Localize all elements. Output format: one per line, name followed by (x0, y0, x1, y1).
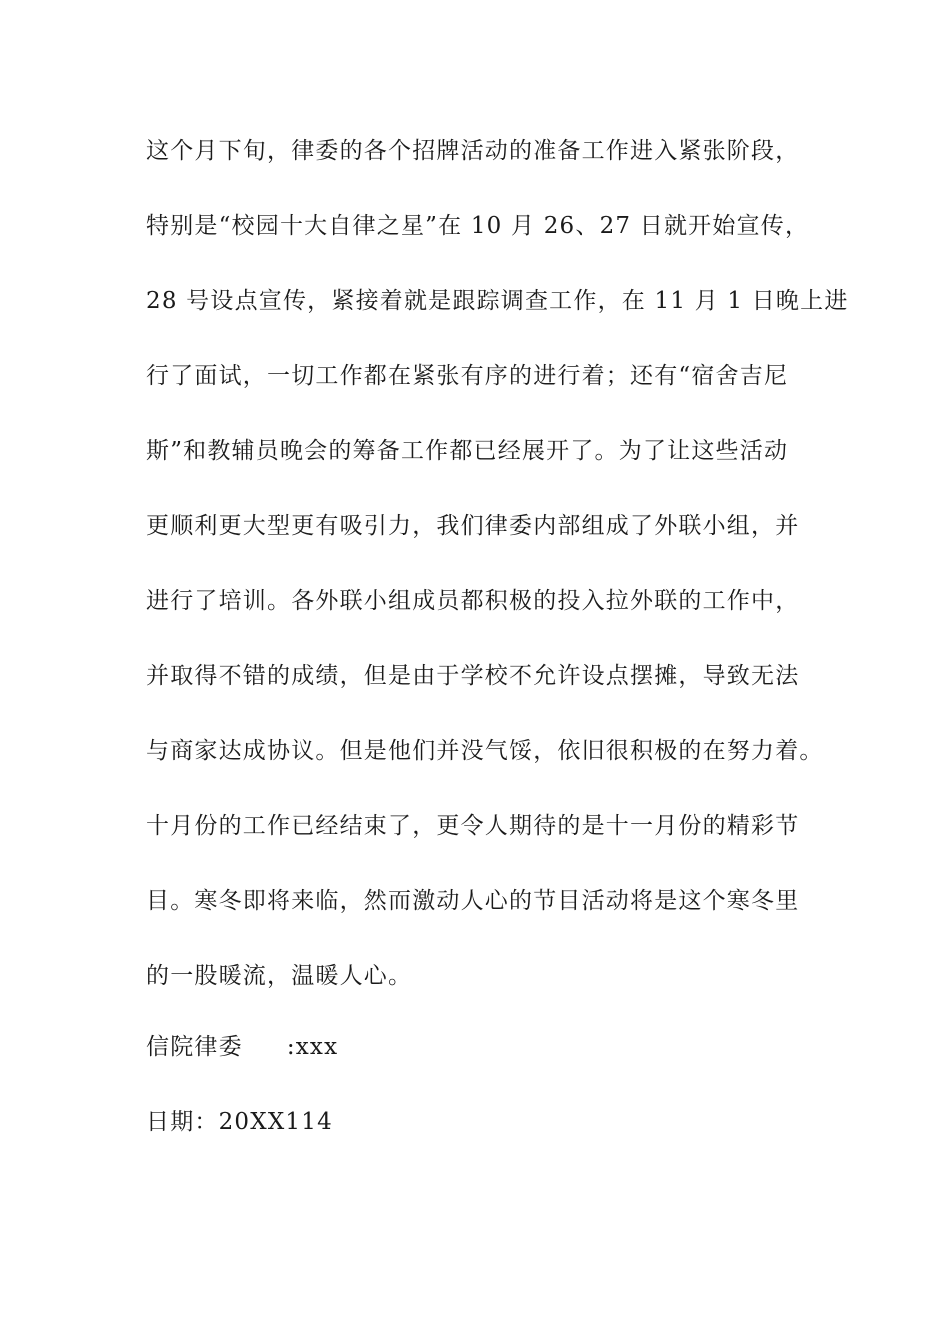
signature-line (146, 1024, 338, 1070)
signature-organization: 信院律委 (146, 1034, 243, 1060)
body-line: 目。寒冬即将来临，然而激动人心的节目活动将是这个寒冬里 (146, 888, 800, 914)
body-line: 行了面试，一切工作都在紧张有序的进行着；还有“宿舍吉尼 (146, 363, 789, 389)
report-body (146, 128, 849, 1028)
body-line: 特别是“校园十大自律之星”在 10 月 26、27 日就开始宣传， (146, 213, 810, 239)
signature-date: 日期：20XX114 (146, 1109, 333, 1135)
body-line: 更顺利更大型更有吸引力，我们律委内部组成了外联小组，并 (146, 513, 800, 539)
body-line: 的一股暖流，温暖人心。 (146, 963, 413, 989)
signature-name: :xxx (286, 1034, 339, 1060)
body-line: 斯”和教辅员晚会的筹备工作都已经展开了。为了让这些活动 (146, 438, 789, 464)
body-line: 进行了培训。各外联小组成员都积极的投入拉外联的工作中， (146, 588, 800, 614)
body-line: 并取得不错的成绩，但是由于学校不允许设点摆摊，导致无法 (146, 663, 800, 689)
body-line: 与商家达成协议。但是他们并没气馁，依旧很积极的在努力着。 (146, 738, 824, 764)
body-line: 十月份的工作已经结束了，更令人期待的是十一月份的精彩节 (146, 813, 800, 839)
body-line: 这个月下旬，律委的各个招牌活动的准备工作进入紧张阶段， (146, 138, 800, 164)
body-line: 28 号设点宣传，紧接着就是跟踪调查工作，在 11 月 1 日晚上进 (146, 288, 849, 314)
